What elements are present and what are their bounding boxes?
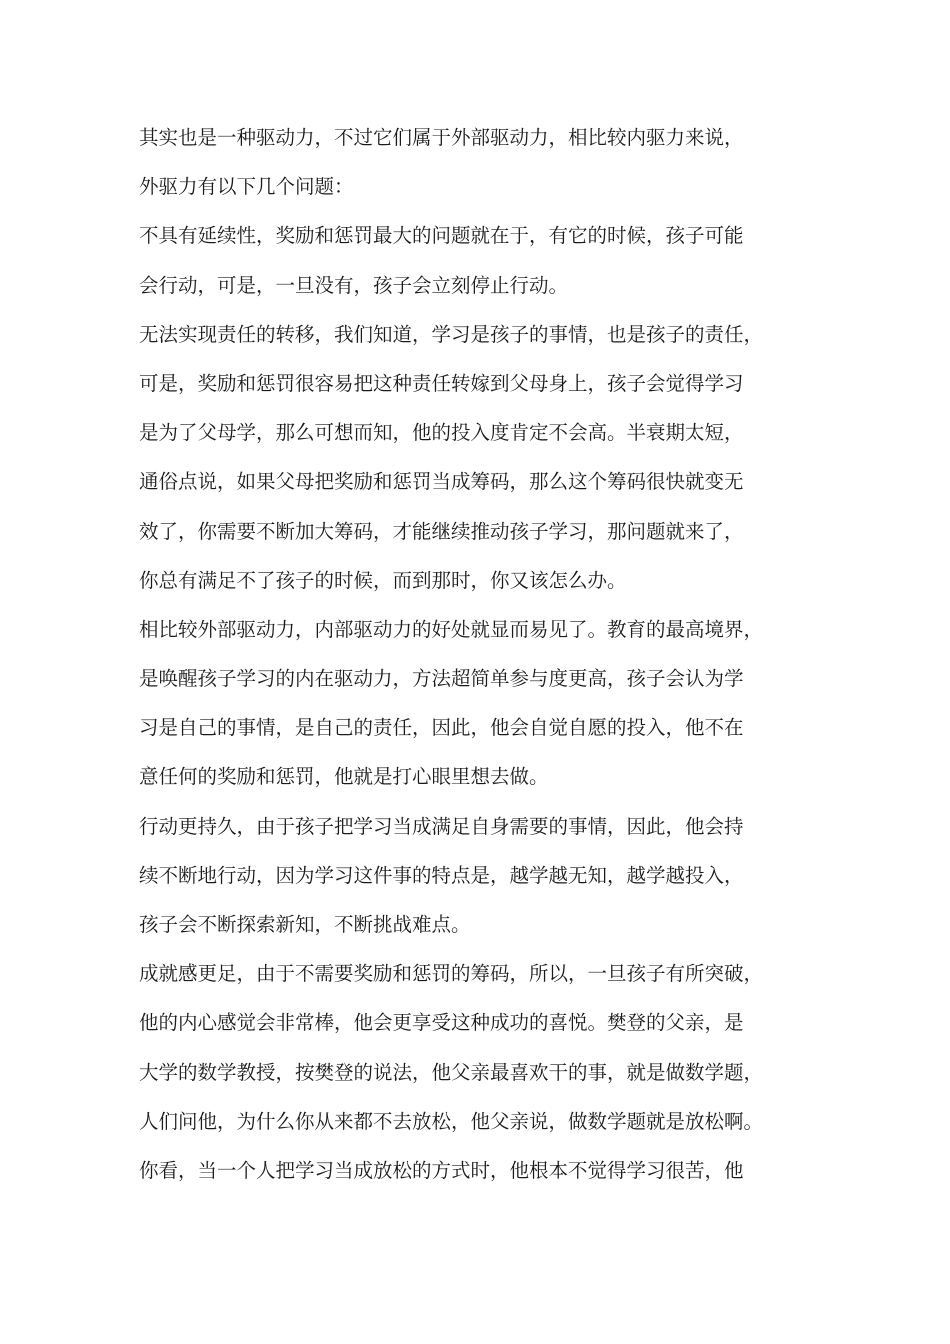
text-line: 你看，当一个人把学习当成放松的方式时，他根本不觉得学习很苦，他 <box>139 1158 744 1182</box>
text-line: 外驱力有以下几个问题： <box>139 175 354 199</box>
text-line: 是为了父母学，那么可想而知，他的投入度肯定不会高。半衰期太短， <box>139 421 744 445</box>
text-line: 习是自己的事情，是自己的责任，因此，他会自觉自愿的投入，他不在 <box>139 716 744 740</box>
text-line: 效了，你需要不断加大筹码，才能继续推动孩子学习，那问题就来了， <box>139 519 744 543</box>
text-line: 意任何的奖励和惩罚，他就是打心眼里想去做。 <box>139 765 549 789</box>
text-line: 人们问他，为什么你从来都不去放松，他父亲说，做数学题就是放松啊。 <box>139 1109 764 1133</box>
text-line: 行动更持久，由于孩子把学习当成满足自身需要的事情，因此，他会持 <box>139 814 744 838</box>
text-line: 他的内心感觉会非常棒，他会更享受这种成功的喜悦。樊登的父亲，是 <box>139 1011 744 1035</box>
document-body <box>139 113 819 1195</box>
text-line: 成就感更足，由于不需要奖励和惩罚的筹码，所以，一旦孩子有所突破， <box>139 962 764 986</box>
text-line: 无法实现责任的转移，我们知道，学习是孩子的事情，也是孩子的责任， <box>139 322 764 346</box>
text-line: 其实也是一种驱动力，不过它们属于外部驱动力，相比较内驱力来说， <box>139 126 744 149</box>
text-line: 会行动，可是，一旦没有，孩子会立刻停止行动。 <box>139 273 569 297</box>
text-line: 是唤醒孩子学习的内在驱动力，方法超简单参与度更高，孩子会认为学 <box>139 667 744 691</box>
text-line: 相比较外部驱动力，内部驱动力的好处就显而易见了。教育的最高境界， <box>139 617 764 641</box>
text-line: 大学的数学教授，按樊登的说法，他父亲最喜欢干的事，就是做数学题， <box>139 1060 764 1084</box>
text-line: 续不断地行动，因为学习这件事的特点是，越学越无知，越学越投入， <box>139 863 744 887</box>
text-line: 可是，奖励和惩罚很容易把这种责任转嫁到父母身上，孩子会觉得学习 <box>139 371 744 395</box>
text-line: 孩子会不断探索新知，不断挑战难点。 <box>139 913 471 936</box>
text-line: 通俗点说，如果父母把奖励和惩罚当成筹码，那么这个筹码很快就变无 <box>139 470 744 494</box>
text-line: 不具有延续性，奖励和惩罚最大的问题就在于，有它的时候，孩子可能 <box>139 224 744 248</box>
text-line: 你总有满足不了孩子的时候，而到那时，你又该怎么办。 <box>139 568 627 592</box>
